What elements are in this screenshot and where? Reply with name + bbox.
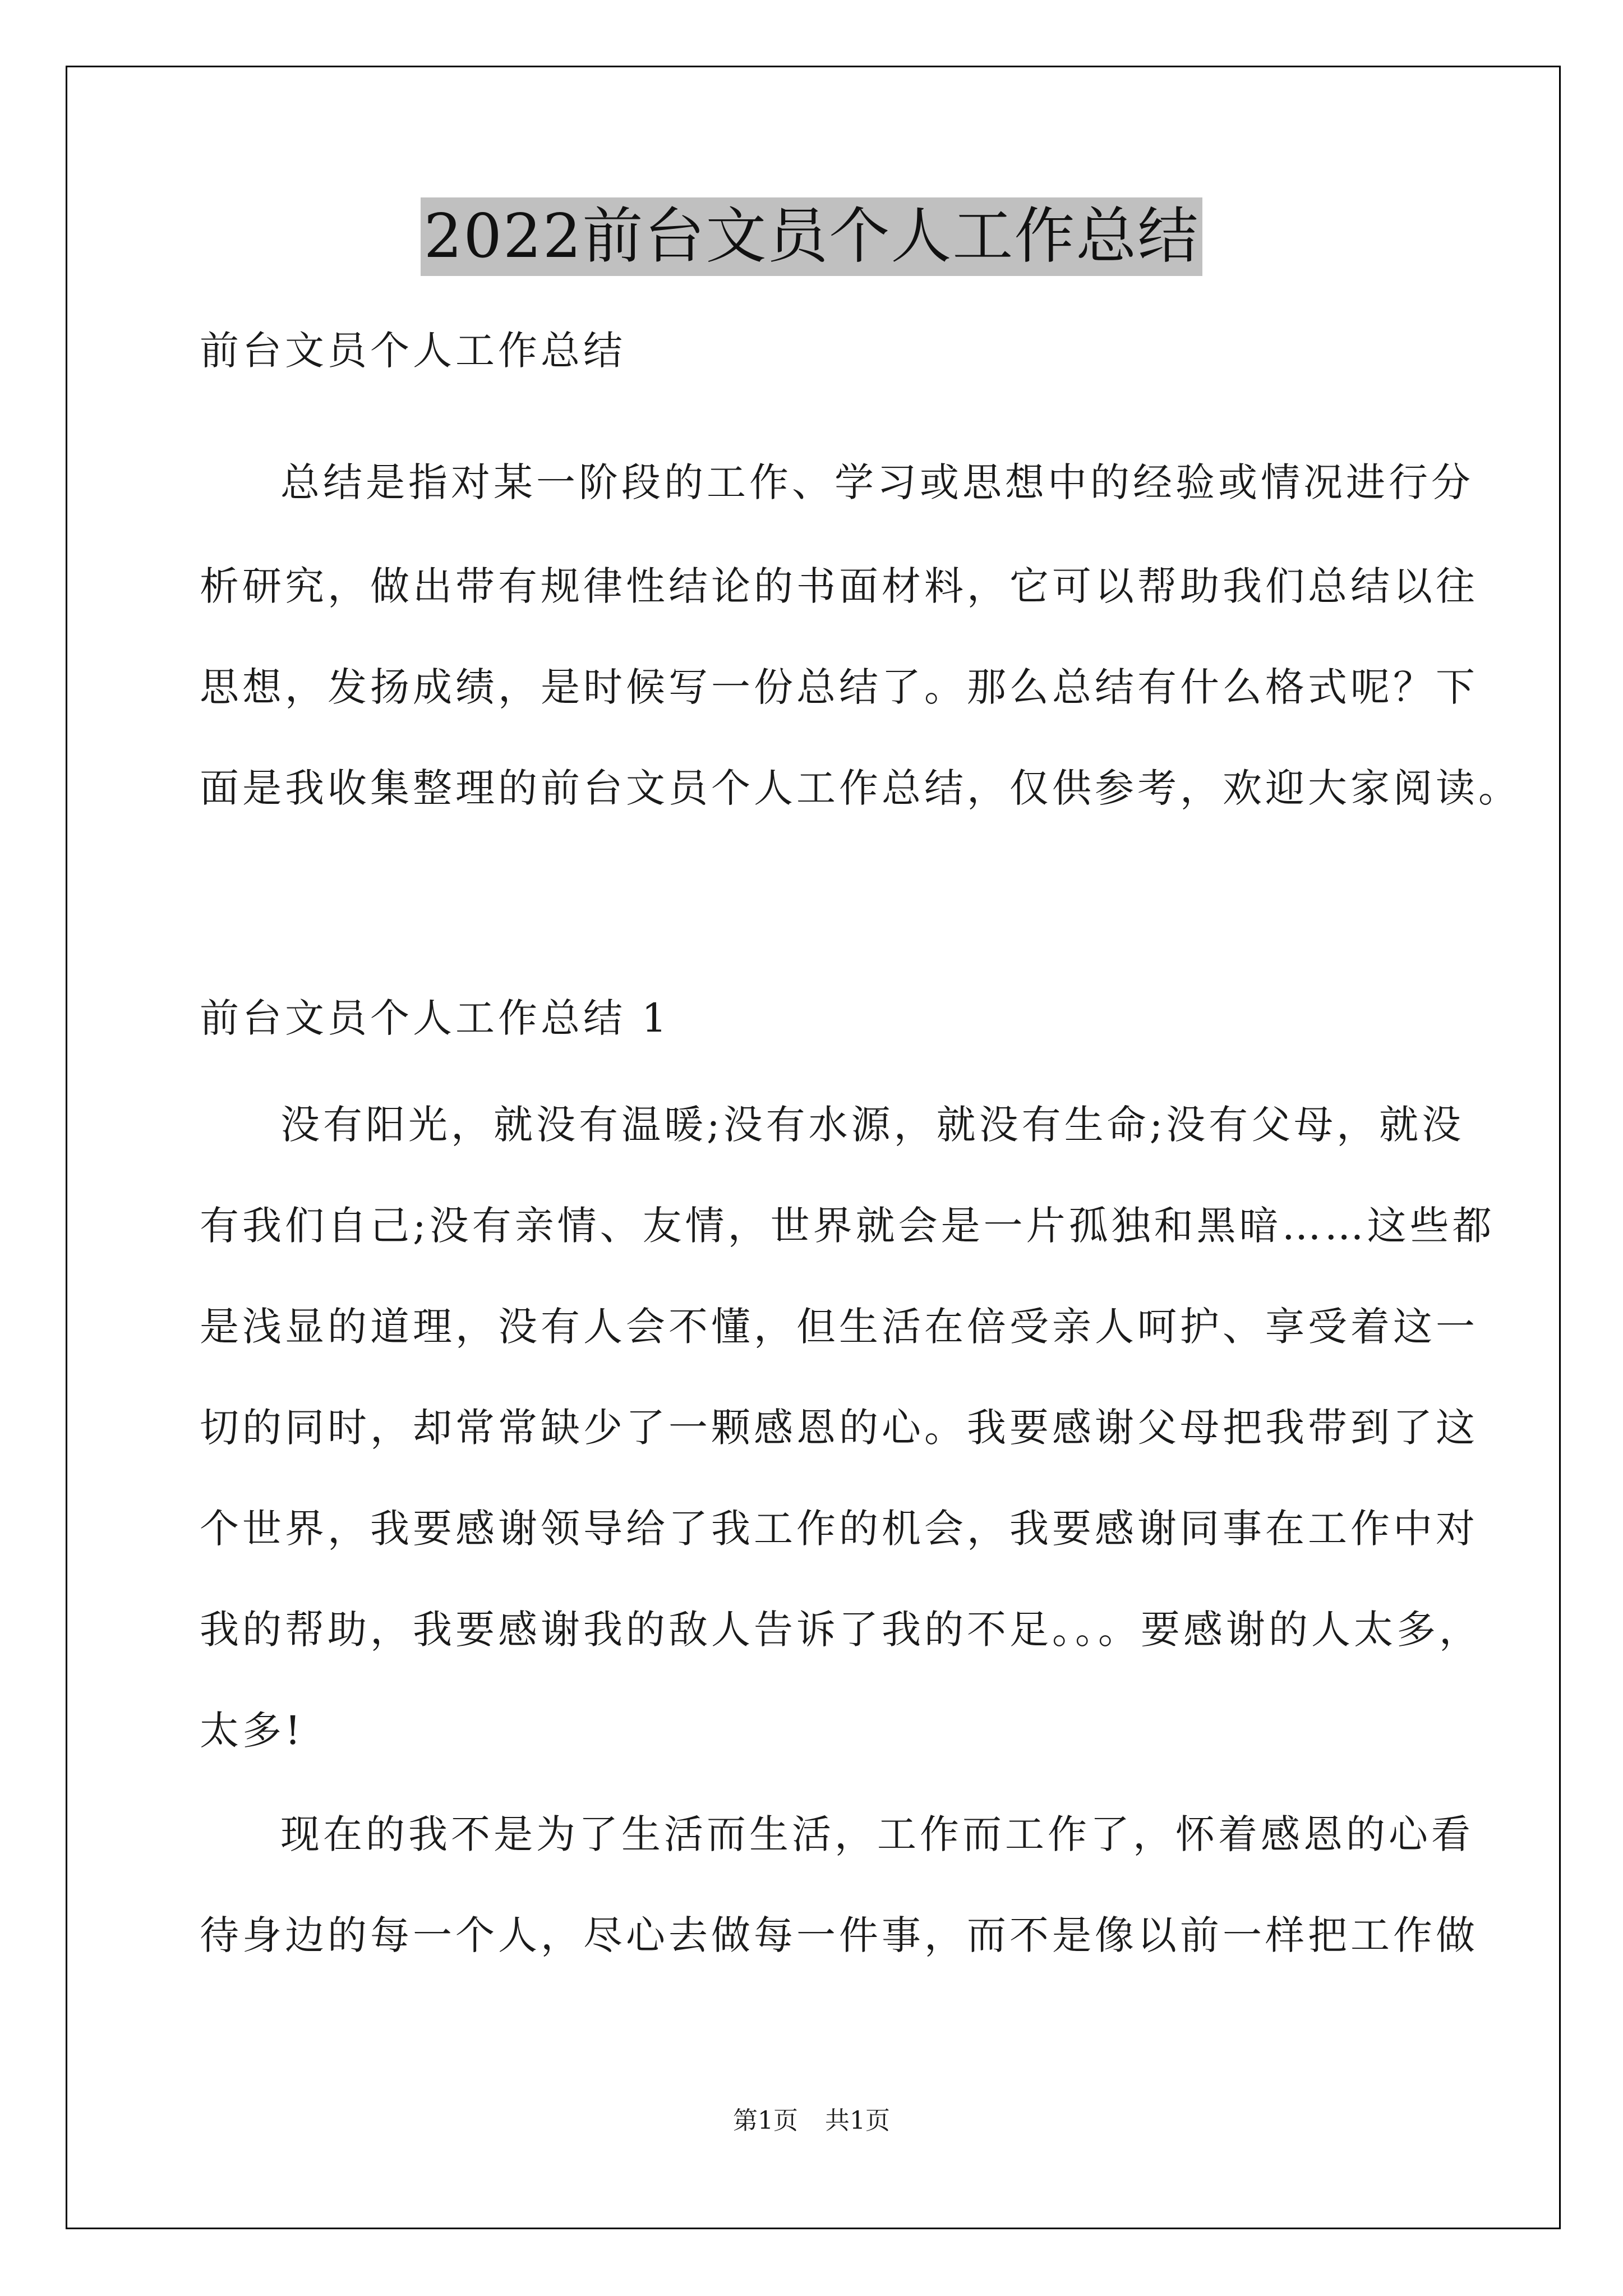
document-subtitle: 前台文员个人工作总结 bbox=[200, 328, 626, 374]
paragraph-line: 是浅显的道理，没有人会不懂，但生活在倍受亲人呵护、享受着这一 bbox=[200, 1304, 1478, 1350]
paragraph-line: 没有阳光，就没有温暖;没有水源，就没有生命;没有父母，就没 bbox=[280, 1102, 1465, 1148]
paragraph-line: 现在的我不是为了生活而生活，工作而工作了，怀着感恩的心看 bbox=[280, 1811, 1474, 1857]
title-container bbox=[0, 197, 1623, 276]
intro-line: 面是我收集整理的前台文员个人工作总结，仅供参考，欢迎大家阅读。 bbox=[200, 765, 1521, 811]
paragraph-line: 待身边的每一个人，尽心去做每一件事，而不是像以前一样把工作做 bbox=[200, 1912, 1478, 1958]
paragraph-line: 有我们自己;没有亲情、友情，世界就会是一片孤独和黑暗……这些都 bbox=[200, 1203, 1495, 1249]
intro-line: 思想，发扬成绩，是时候写一份总结了。那么总结有什么格式呢？下 bbox=[200, 664, 1478, 710]
page-footer bbox=[0, 2105, 1623, 2137]
intro-line: 总结是指对某一阶段的工作、学习或思想中的经验或情况进行分 bbox=[280, 459, 1474, 505]
paragraph-line: 太多! bbox=[200, 1708, 305, 1754]
section-heading: 前台文员个人工作总结 1 bbox=[200, 995, 670, 1041]
paragraph-line: 切的同时，却常常缺少了一颗感恩的心。我要感谢父母把我带到了这 bbox=[200, 1405, 1478, 1451]
paragraph-line: 我的帮助，我要感谢我的敌人告诉了我的不足。。。要感谢的人太多， bbox=[200, 1607, 1482, 1653]
page-number: 第1页 bbox=[733, 2106, 798, 2135]
intro-line: 析研究，做出带有规律性结论的书面材料，它可以帮助我们总结以往 bbox=[200, 563, 1478, 609]
document-title: 2022前台文员个人工作总结 bbox=[421, 197, 1203, 276]
page-total: 共1页 bbox=[825, 2106, 890, 2135]
paragraph-line: 个世界，我要感谢领导给了我工作的机会，我要感谢同事在工作中对 bbox=[200, 1506, 1478, 1552]
